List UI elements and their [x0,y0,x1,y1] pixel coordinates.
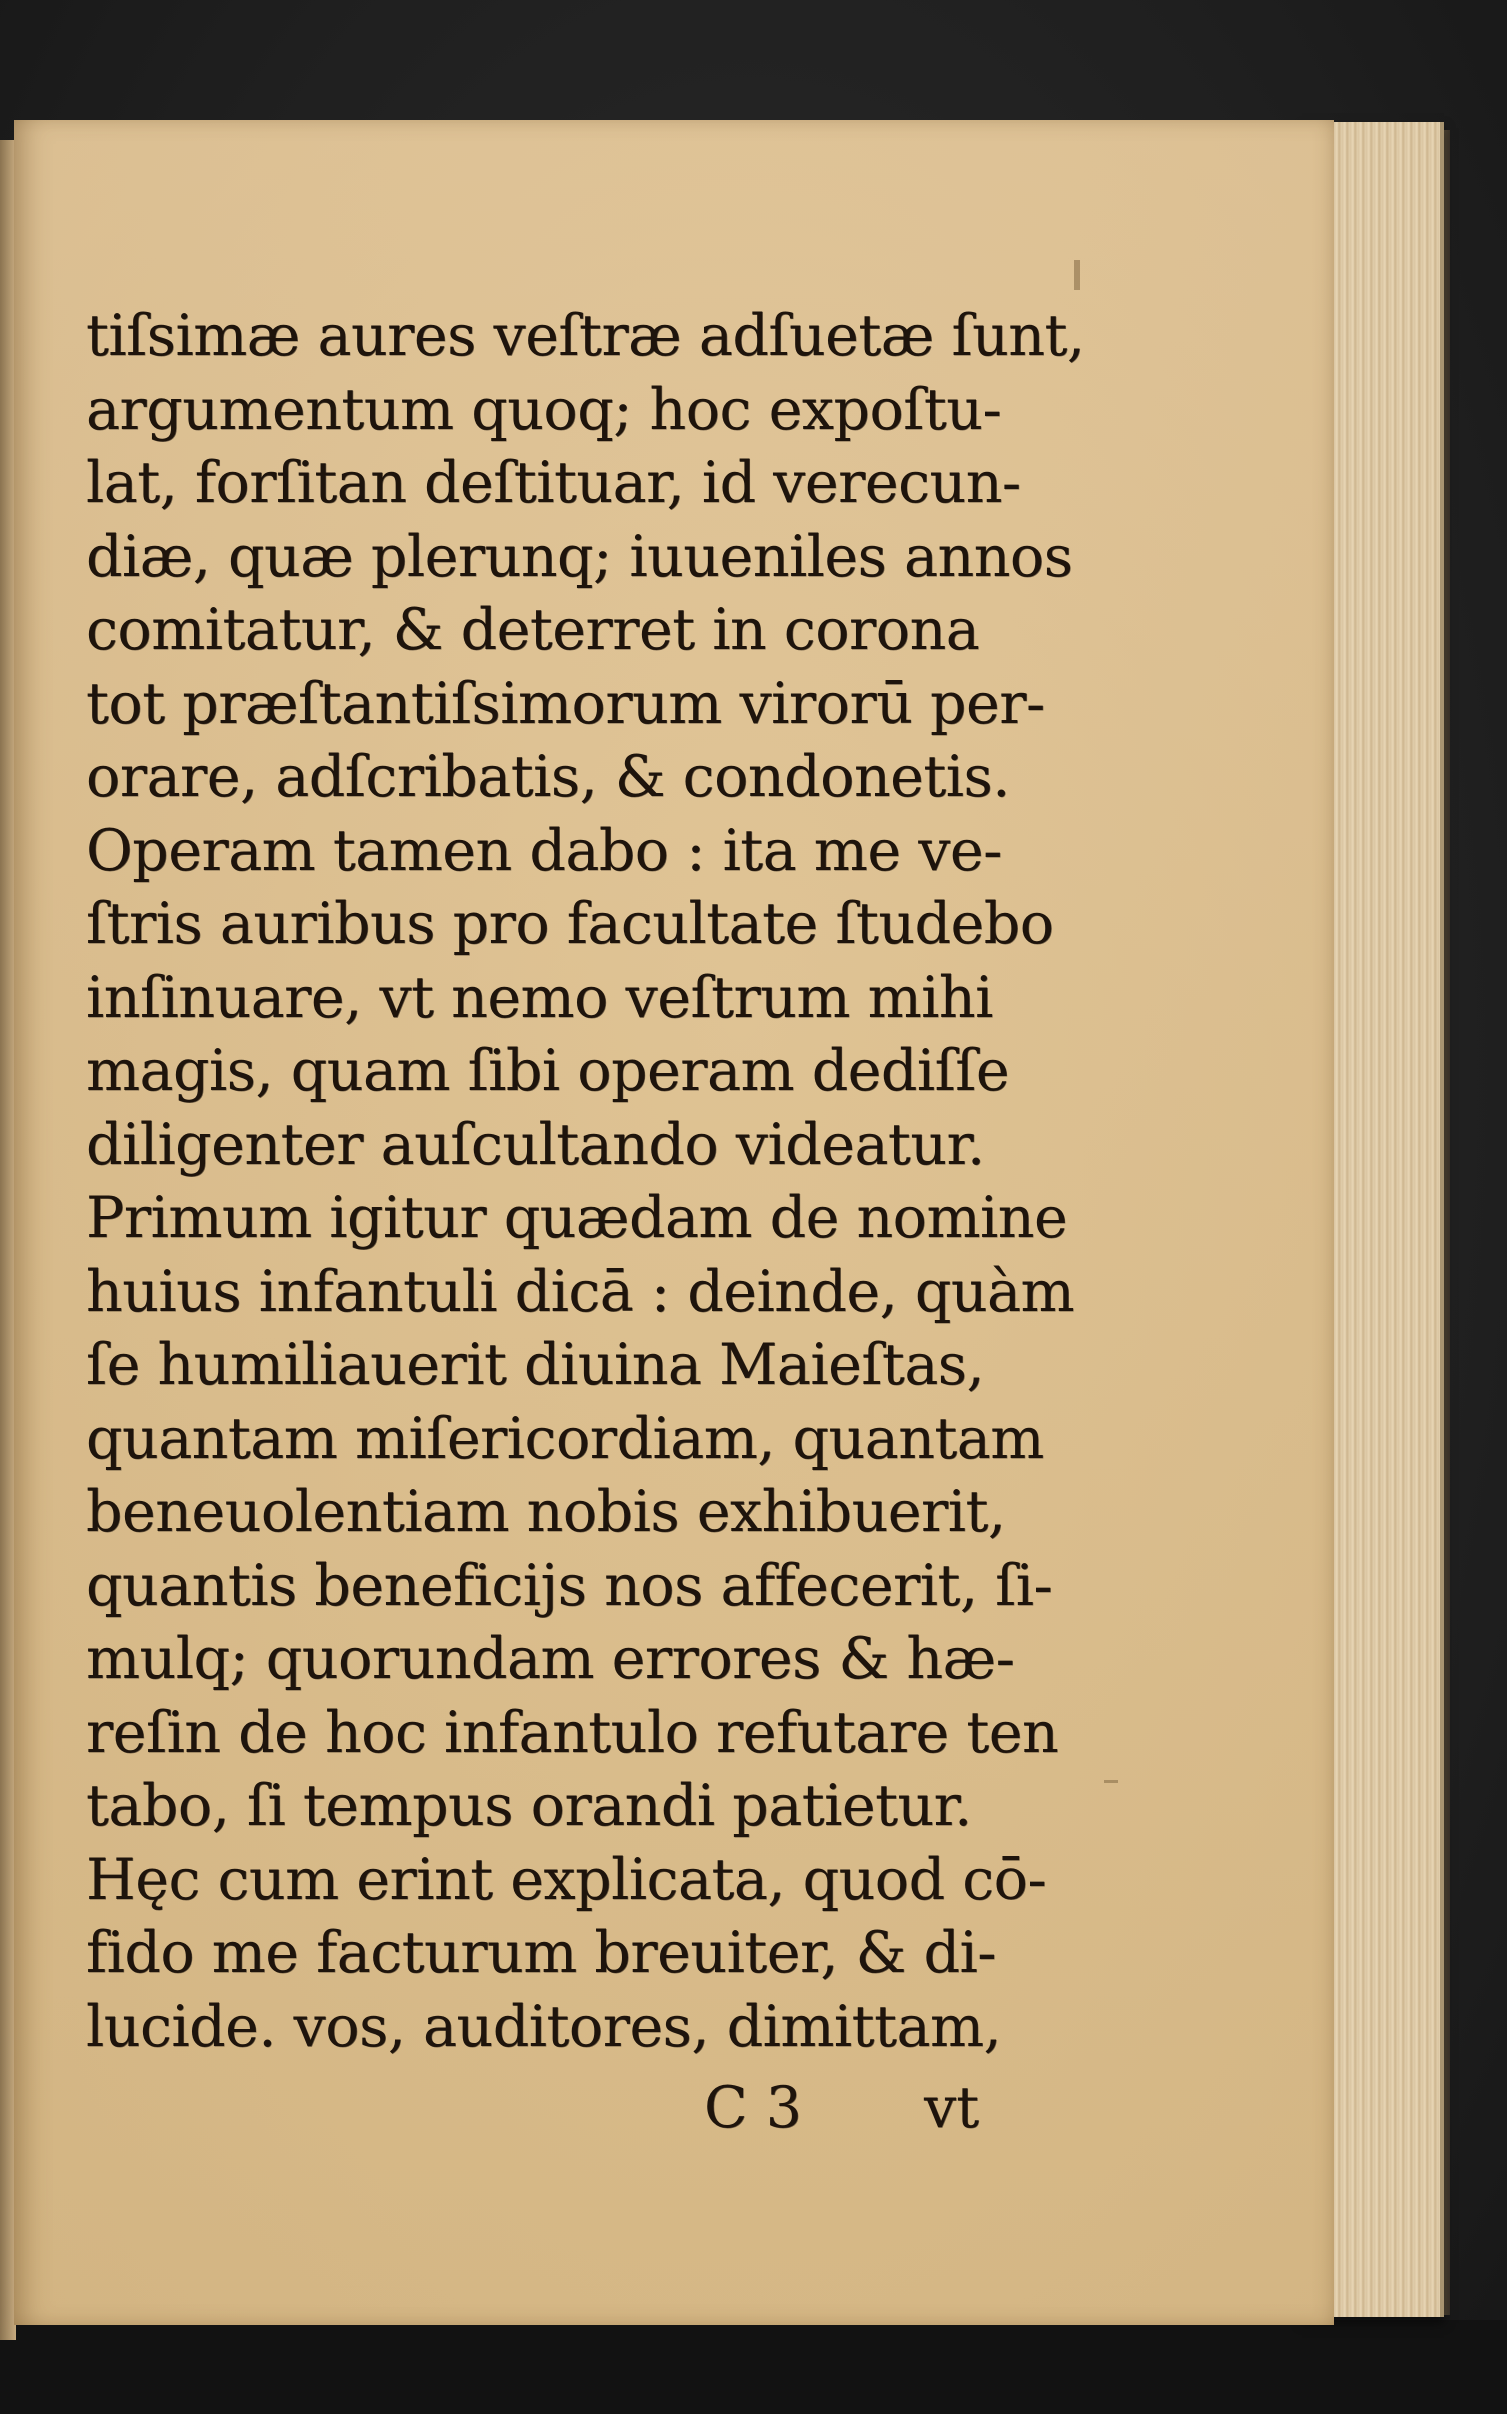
text-line: huius infantuli dicā : deinde, quàm [86,1258,1075,1325]
text-line: quantis beneficijs nos affecerit, ſi- [86,1552,1053,1619]
text-line: lucide. vos, auditores, dimittam, [86,1993,1002,2060]
text-line: reſin de hoc infantulo refutare ten [86,1699,1059,1766]
text-line: argumentum quoq; hoc expoſtu- [86,376,1002,443]
text-line: mulq; quorundam errores & hæ- [86,1626,1015,1692]
text-line: comitatur, & deterret in corona [86,597,980,663]
text-line: lat, forſitan deſtituar, id verecun- [86,450,1021,516]
text-line: diæ, quæ plerunq; iuueniles annos [86,523,1073,590]
text-line: beneuolentiam nobis exhibuerit, [86,1479,1006,1545]
background-table [0,2320,1507,2414]
paper-speck [1074,260,1080,290]
text-line: ſe humiliauerit diuina Maieſtas, [86,1332,985,1398]
text-line: tiſsimæ aures veſtræ adſuetæ ſunt, [86,303,1085,369]
text-line: quantam miſericordiam, quantam [86,1405,1044,1472]
text-line: fido me facturum breuiter, & di- [86,1920,996,1986]
text-line: Hęc cum erint explicata, quod cō- [86,1846,1047,1913]
body-text [86,300,1085,2064]
signature-mark: C 3 [704,2075,802,2141]
text-line: tabo, ſi tempus orandi patietur. [86,1773,972,1839]
text-line: Operam tamen dabo : ita me ve- [86,817,1002,884]
text-line: tot præſtantiſsimorum virorū per- [86,670,1045,737]
text-line: ſtris auribus pro facultate ſtudebo [86,891,1054,957]
text-line: inſinuare, vt nemo veſtrum mihi [86,964,993,1031]
paper-speck [1104,1780,1118,1783]
text-line: orare, adſcribatis, & condonetis. [86,744,1010,810]
text-line: Primum igitur quædam de nomine [86,1185,1068,1251]
book-page [14,120,1334,2325]
catchword: vt [924,2075,980,2141]
text-line: magis, quam ſibi operam dediſſe [86,1038,1010,1104]
text-line: diligenter auſcultando videatur. [86,1111,985,1178]
